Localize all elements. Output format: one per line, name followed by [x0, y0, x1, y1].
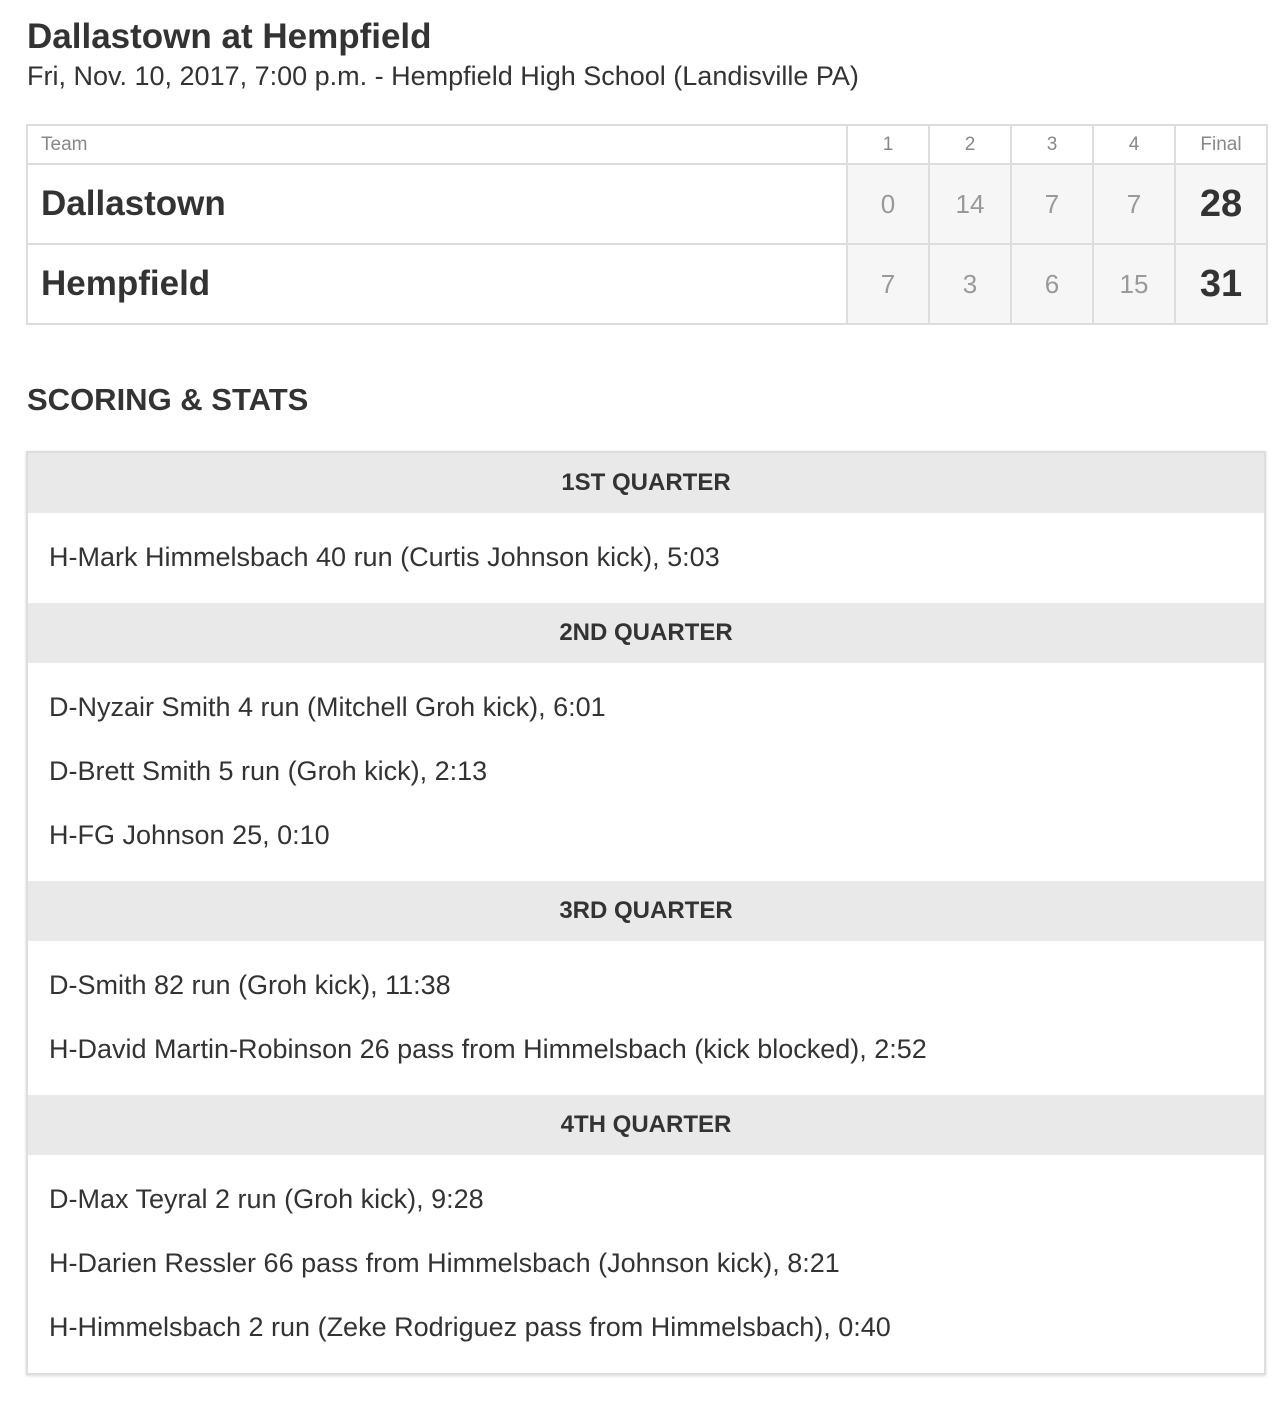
home-q4-score: 15: [1093, 244, 1175, 324]
home-q2-score: 3: [929, 244, 1011, 324]
boxscore-table: [26, 124, 1268, 325]
quarter-header-3: 3RD QUARTER: [28, 881, 1264, 941]
scoring-play: D-Max Teyral 2 run (Groh kick), 9:28: [49, 1184, 484, 1214]
quarter-plays-3: [28, 941, 1264, 1095]
boxscore-header-row: [27, 125, 1267, 164]
away-final-score: 28: [1175, 164, 1267, 244]
team-name-away: Dallastown: [27, 164, 847, 244]
quarter-plays-1: [28, 513, 1264, 603]
home-q1-score: 7: [847, 244, 929, 324]
away-q2-score: 14: [929, 164, 1011, 244]
away-q4-score: 7: [1093, 164, 1175, 244]
game-subtitle: Fri, Nov. 10, 2017, 7:00 p.m. - Hempfield High School (Landisville PA): [27, 61, 859, 91]
header-q1: 1: [847, 125, 929, 164]
boxscore-row-away: [27, 164, 1267, 244]
home-final-score: 31: [1175, 244, 1267, 324]
away-q1-score: 0: [847, 164, 929, 244]
quarter-header-2: 2ND QUARTER: [28, 603, 1264, 663]
quarter-header-1: 1ST QUARTER: [28, 453, 1264, 513]
scoring-play: H-Darien Ressler 66 pass from Himmelsbach (Johnson kick), 8:21: [49, 1248, 840, 1278]
scoring-play: D-Nyzair Smith 4 run (Mitchell Groh kick), 6:01: [49, 692, 606, 722]
header-final: Final: [1175, 125, 1267, 164]
scoring-play: H-Himmelsbach 2 run (Zeke Rodriguez pass from Himmelsbach), 0:40: [49, 1312, 891, 1342]
away-q3-score: 7: [1011, 164, 1093, 244]
boxscore-row-home: [27, 244, 1267, 324]
quarter-header-4: 4TH QUARTER: [28, 1095, 1264, 1155]
scoring-section-title: SCORING & STATS: [27, 382, 309, 417]
header-q3: 3: [1011, 125, 1093, 164]
scoring-play: D-Smith 82 run (Groh kick), 11:38: [49, 970, 451, 1000]
quarter-plays-2: [28, 663, 1264, 881]
quarter-plays-4: [28, 1155, 1264, 1373]
header-team: Team: [27, 125, 847, 164]
header-q4: 4: [1093, 125, 1175, 164]
scoring-play: H-Mark Himmelsbach 40 run (Curtis Johnson kick), 5:03: [49, 542, 720, 572]
scoring-play: H-FG Johnson 25, 0:10: [49, 820, 330, 850]
scoring-summary: [26, 451, 1266, 1375]
scoring-play: D-Brett Smith 5 run (Groh kick), 2:13: [49, 756, 488, 786]
home-q3-score: 6: [1011, 244, 1093, 324]
scoring-play: H-David Martin-Robinson 26 pass from Himmelsbach (kick blocked), 2:52: [49, 1034, 927, 1064]
game-title: Dallastown at Hempfield: [27, 17, 432, 56]
team-name-home: Hempfield: [27, 244, 847, 324]
header-q2: 2: [929, 125, 1011, 164]
